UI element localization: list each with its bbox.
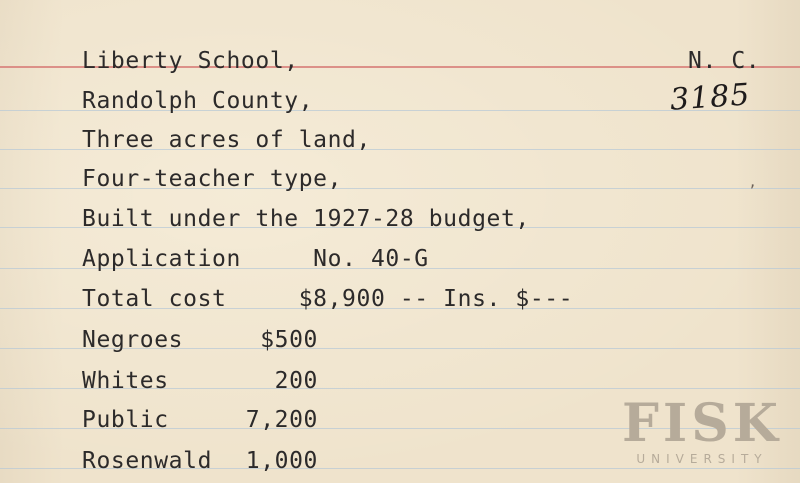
total-cost-line: Total cost $8,900 -- Ins. $---: [82, 286, 574, 312]
contribution-label: Public: [82, 407, 169, 433]
contribution-label: Rosenwald: [82, 448, 213, 474]
handwritten-card-number: 3185: [668, 77, 752, 118]
contribution-amount: 1,000: [245, 448, 318, 474]
school-name-line: Liberty School,: [82, 48, 299, 74]
contribution-amount: 7,200: [245, 407, 318, 433]
land-line: Three acres of land,: [82, 127, 371, 153]
contribution-amount: 200: [274, 368, 318, 394]
logo-subtitle: UNIVERSITY: [636, 452, 768, 466]
fisk-university-logo: [614, 393, 790, 466]
type-line: Four-teacher type,: [82, 166, 343, 192]
logo-wordmark: FISK: [622, 393, 782, 454]
budget-line: Built under the 1927-28 budget,: [82, 206, 530, 232]
application-line: Application No. 40-G: [82, 246, 429, 272]
contribution-label: Whites: [82, 368, 169, 394]
contribution-label: Negroes: [82, 327, 184, 353]
county-line: Randolph County,: [82, 88, 314, 114]
state-label: N. C.: [688, 48, 761, 74]
pencil-mark: ʼ: [748, 183, 757, 199]
contribution-amount: $500: [260, 327, 318, 353]
